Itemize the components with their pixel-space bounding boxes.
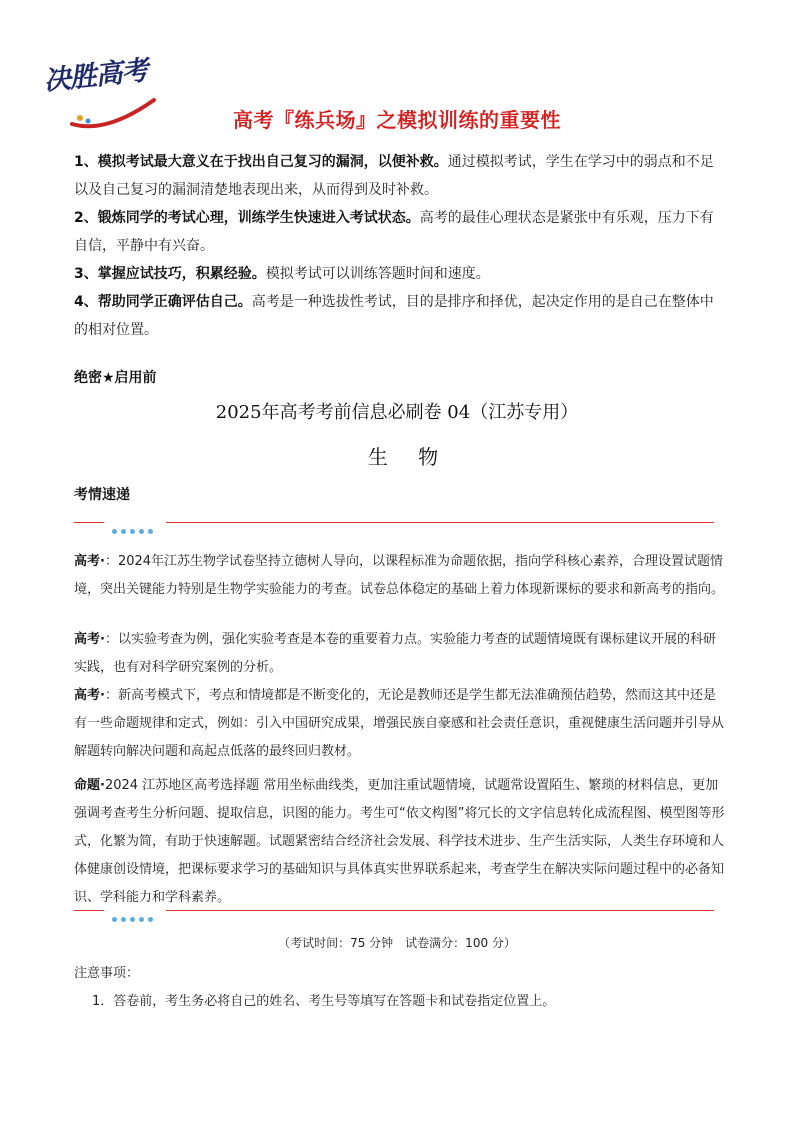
notice-item-1: 1．答卷前，考生务必将自己的姓名、考生号等填写在答题卡和试卷指定位置上。 [92, 994, 556, 1009]
intro-item-4-text: 高考是一种选拔性考试，目的是排序和择优，起决定作用的是自己在整体中的相对位置。 [74, 294, 714, 338]
intro-item-2-bold: 2、锻炼同学的考试心理，训练学生快速进入考试状态。 [74, 210, 420, 226]
exam-info: （考试时间：75 分钟 试卷满分：100 分） [278, 936, 516, 950]
intro-item-3-text: 模拟考试可以训练答题时间和速度。 [265, 266, 490, 282]
dot-icon [112, 917, 117, 922]
kaoqing-paragraph-4 [74, 772, 726, 912]
secret-label: 绝密★启用前 [74, 370, 157, 386]
kaoqing-paragraph-3-text: ：新高考模式下，考点和情境都是不断变化的，无论是教师还是学生都无法准确预估趋势，然而这其中还是有一些命题规律和定式，例如：引入中国研究成果，增强民族自豪感和社会责任意识，重视健康生活问题并引导从解题转向解决问题和高起点低落的最终回归教材。 [74, 688, 725, 759]
kaoqing-paragraph-4-label: 命题· [74, 778, 105, 793]
page-title-text: 高考『练兵场』之模拟训练的重要性 [233, 108, 561, 132]
dot-icon [148, 917, 153, 922]
dot-icon [139, 917, 144, 922]
divider-bottom [74, 905, 726, 917]
kaoqing-paragraph-3-label: 高考· [74, 688, 105, 703]
kaoqing-paragraph-3 [74, 682, 726, 766]
divider-line-left [74, 522, 104, 523]
dot-icon [121, 917, 126, 922]
intro-item-1-bold: 1、模拟考试最大意义在于找出自己复习的漏洞，以便补救。 [74, 154, 448, 170]
intro-item-3 [74, 260, 726, 288]
notice-heading: 注意事项： [74, 966, 140, 981]
kaoqing-paragraph-1-text: ：2024年江苏生物学试卷坚持立德树人导向，以课程标准为命题依据，指向学科核心素养，合理设置试题情境，突出关键能力特别是生物学实验能力的考查。试卷总体稳定的基础上着力体现新课标的要求和新高考的指向。 [74, 554, 725, 597]
kaoqing-paragraph-2-text: ：以实验考查为例，强化实验考查是本卷的重要着力点。实验能力考查的试题情境既有课标建议开展的科研实践，也有对科学研究案例的分析。 [74, 632, 716, 675]
page-title [0, 104, 794, 133]
kaoqing-paragraph-1-label: 高考· [74, 554, 105, 569]
exam-subject: 生 物 [367, 445, 451, 469]
divider-dots [112, 519, 157, 538]
intro-item-4 [74, 288, 726, 344]
kaoqing-paragraph-1 [74, 548, 726, 604]
dot-icon [112, 529, 117, 534]
intro-item-1 [74, 148, 726, 204]
intro-item-2-text: 高考的最佳心理状态是紧张中有乐观，压力下有自信，平静中有兴奋。 [74, 210, 714, 254]
divider-top [74, 517, 726, 529]
dot-icon [130, 917, 135, 922]
kaoqing-heading: 考情速递 [74, 487, 130, 503]
kaoqing-paragraph-4-text: 2024 江苏地区高考选择题 常用坐标曲线类，更加注重试题情境，试题常设置陌生、繁琐的材料信息，更加强调考查考生分析问题、提取信息，识图的能力。考生可“依文构图”将冗长的文字信息转化成流程图、模型图等形式，化繁为简，有助于快速解题。试题紧密结合经济社会发展、科学技术进步、生产生活实际，人类生存环境和人体健康创设情境，把课标要求学习的基础知识与具体真实世界联系起来，考查学生在解决实际问题过程中的必备知识、学科能力和学科素养。 [74, 778, 725, 905]
divider-line-right [166, 910, 714, 911]
kaoqing-paragraph-2 [74, 626, 726, 682]
dot-icon [130, 529, 135, 534]
logo-text: 决胜高考 [42, 55, 149, 97]
divider-dots [112, 907, 157, 926]
intro-item-4-bold: 4、帮助同学正确评估自己。 [74, 294, 252, 310]
dot-icon [139, 529, 144, 534]
intro-item-2 [74, 204, 726, 260]
divider-line-right [166, 522, 714, 523]
exam-title: 2025年高考考前信息必刷卷 04（江苏专用） [215, 402, 579, 423]
intro-item-1-text: 通过模拟考试，学生在学习中的弱点和不足以及自己复习的漏洞清楚地表现出来，从而得到及时补救。 [74, 154, 714, 198]
dot-icon [121, 529, 126, 534]
intro-item-3-bold: 3、掌握应试技巧，积累经验。 [74, 266, 266, 282]
dot-icon [148, 529, 153, 534]
kaoqing-paragraph-2-label: 高考· [74, 632, 105, 647]
divider-line-left [74, 910, 104, 911]
